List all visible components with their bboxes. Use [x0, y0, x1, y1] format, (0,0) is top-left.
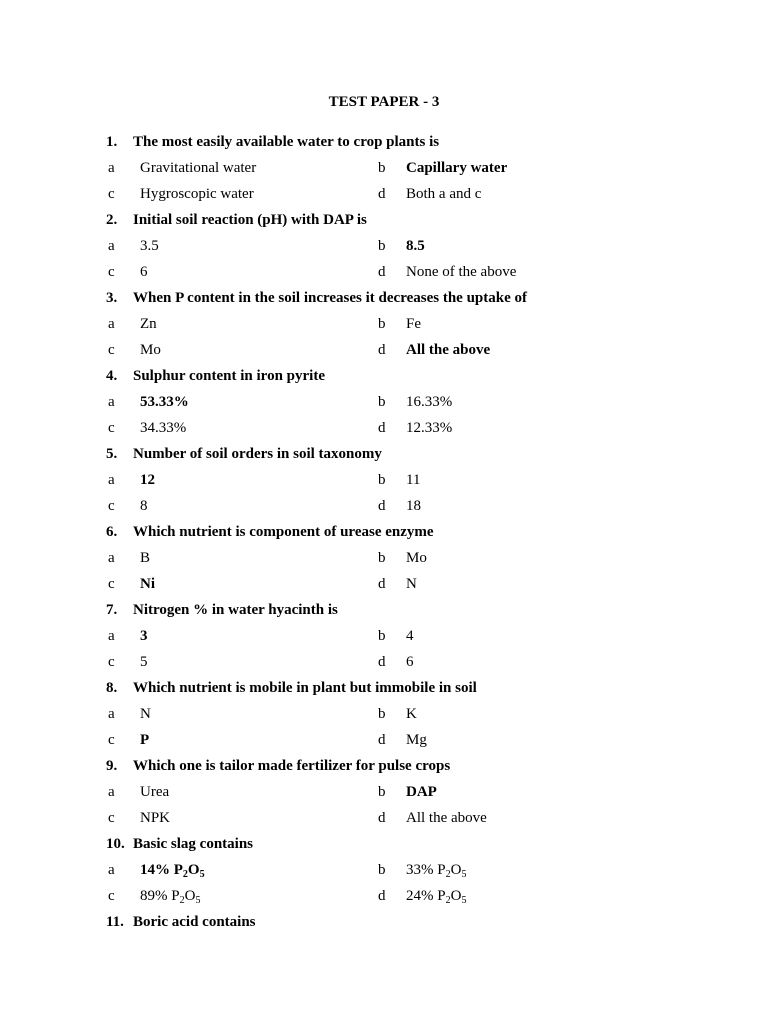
option-formula-subscript: 2 — [445, 869, 451, 880]
question-text: Nitrogen % in water hyacinth is — [133, 602, 338, 618]
option-label: c — [108, 888, 115, 904]
option-formula-text: O — [450, 888, 462, 904]
option-text: N — [140, 706, 151, 722]
option-label: d — [378, 576, 386, 592]
option-text: Urea — [140, 784, 170, 800]
option-formula-subscript: 5 — [461, 895, 467, 906]
option-text: 12.33% — [406, 420, 453, 436]
option-label: d — [378, 498, 386, 514]
option-formula-subscript: 5 — [195, 895, 201, 906]
question-row — [0, 133, 768, 151]
option-label: a — [108, 706, 115, 722]
option-text-correct: 53.33% — [140, 394, 189, 410]
option-formula-subscript: 5 — [461, 869, 467, 880]
option-label: b — [378, 238, 386, 254]
option-formula-subscript: 2 — [179, 895, 185, 906]
question-text: Which nutrient is mobile in plant but immobile in soil — [133, 680, 477, 696]
option-text-correct — [140, 861, 205, 879]
question-row — [0, 289, 768, 307]
option-formula-text: 24% P — [406, 888, 446, 904]
option-formula-text: 14% P — [140, 862, 183, 878]
option-row — [0, 263, 768, 281]
question-row — [0, 757, 768, 775]
question-row — [0, 913, 768, 931]
option-row — [0, 185, 768, 203]
option-label: b — [378, 394, 386, 410]
question-number: 6. — [106, 524, 118, 540]
option-row — [0, 393, 768, 411]
question-number: 1. — [106, 134, 118, 150]
question-text: Which nutrient is component of urease enzyme — [133, 524, 434, 540]
option-text: 6 — [406, 654, 414, 670]
option-text: 18 — [406, 498, 421, 514]
option-text: 8 — [140, 498, 148, 514]
option-text: Both a and c — [406, 186, 482, 202]
option-label: d — [378, 654, 386, 670]
option-row — [0, 809, 768, 827]
option-label: d — [378, 888, 386, 904]
option-row — [0, 471, 768, 489]
option-text: 16.33% — [406, 394, 453, 410]
question-row — [0, 523, 768, 541]
option-label: b — [378, 550, 386, 566]
question-text: Which one is tailor made fertilizer for pulse crops — [133, 758, 451, 774]
option-row — [0, 497, 768, 515]
question-number: 10. — [106, 836, 125, 852]
option-row — [0, 861, 768, 879]
option-label: a — [108, 784, 115, 800]
question-text: Sulphur content in iron pyrite — [133, 368, 325, 384]
option-text: 4 — [406, 628, 414, 644]
option-formula-text: O — [184, 888, 196, 904]
option-text — [406, 861, 466, 879]
option-label: d — [378, 420, 386, 436]
option-text: 3.5 — [140, 238, 159, 254]
option-text: 6 — [140, 264, 148, 280]
question-row — [0, 211, 768, 229]
question-text: When P content in the soil increases it decreases the uptake of — [133, 290, 528, 306]
option-text-correct: All the above — [406, 342, 491, 358]
option-text-correct: Capillary water — [406, 160, 508, 176]
option-text-correct: 8.5 — [406, 238, 425, 254]
option-text-correct: 3 — [140, 628, 148, 644]
option-label: c — [108, 810, 115, 826]
option-row — [0, 237, 768, 255]
page-title: TEST PAPER - 3 — [328, 94, 440, 110]
option-label: a — [108, 160, 115, 176]
option-text-correct: Ni — [140, 576, 155, 592]
option-formula-subscript: 5 — [199, 869, 205, 880]
option-label: c — [108, 576, 115, 592]
option-row — [0, 419, 768, 437]
option-label: d — [378, 264, 386, 280]
question-number: 7. — [106, 602, 118, 618]
option-formula-subscript: 2 — [182, 869, 188, 880]
option-label: d — [378, 186, 386, 202]
option-text: N — [406, 576, 417, 592]
option-text: Mo — [406, 550, 427, 566]
option-label: d — [378, 810, 386, 826]
question-text: The most easily available water to crop plants is — [133, 134, 440, 150]
option-label: a — [108, 862, 115, 878]
question-number: 4. — [106, 368, 118, 384]
option-label: a — [108, 238, 115, 254]
question-row — [0, 601, 768, 619]
option-row — [0, 887, 768, 905]
option-text — [140, 887, 200, 905]
option-formula-text: 89% P — [140, 888, 180, 904]
option-text: Mo — [140, 342, 161, 358]
option-label: d — [378, 732, 386, 748]
option-label: b — [378, 316, 386, 332]
option-label: b — [378, 862, 386, 878]
option-text: 5 — [140, 654, 148, 670]
option-label: a — [108, 628, 115, 644]
question-text: Boric acid contains — [133, 914, 256, 930]
option-row — [0, 783, 768, 801]
option-label: b — [378, 160, 386, 176]
option-text: 11 — [406, 472, 421, 488]
option-label: b — [378, 784, 386, 800]
option-text: None of the above — [406, 264, 517, 280]
question-text: Number of soil orders in soil taxonomy — [133, 446, 382, 462]
option-text: Hygroscopic water — [140, 186, 254, 202]
option-label: a — [108, 550, 115, 566]
option-row — [0, 627, 768, 645]
option-formula-text: O — [187, 862, 200, 878]
option-text — [406, 887, 466, 905]
option-text: 34.33% — [140, 420, 187, 436]
option-row — [0, 315, 768, 333]
question-number: 8. — [106, 680, 118, 696]
option-text: NPK — [140, 810, 171, 826]
option-label: c — [108, 420, 115, 436]
option-row — [0, 341, 768, 359]
option-text-correct: DAP — [406, 784, 437, 800]
option-label: c — [108, 342, 115, 358]
option-text-correct: 12 — [140, 472, 155, 488]
option-text: B — [140, 550, 151, 566]
question-text: Initial soil reaction (pH) with DAP is — [133, 212, 367, 228]
option-text-correct: P — [140, 732, 150, 748]
option-label: c — [108, 186, 115, 202]
question-row — [0, 445, 768, 463]
option-text: Fe — [406, 316, 421, 332]
option-label: b — [378, 628, 386, 644]
question-text: Basic slag contains — [133, 836, 254, 852]
option-formula-subscript: 2 — [445, 895, 451, 906]
option-label: b — [378, 472, 386, 488]
question-row — [0, 367, 768, 385]
question-number: 2. — [106, 212, 118, 228]
option-row — [0, 159, 768, 177]
option-text: Gravitational water — [140, 160, 257, 176]
option-label: b — [378, 706, 386, 722]
question-number: 9. — [106, 758, 118, 774]
option-formula-text: O — [450, 862, 462, 878]
option-row — [0, 575, 768, 593]
option-text: K — [406, 706, 417, 722]
option-text: All the above — [406, 810, 487, 826]
option-label: a — [108, 316, 115, 332]
option-label: c — [108, 264, 115, 280]
question-number: 5. — [106, 446, 118, 462]
question-number: 3. — [106, 290, 118, 306]
option-row — [0, 705, 768, 723]
option-label: d — [378, 342, 386, 358]
option-text: Mg — [406, 732, 427, 748]
option-row — [0, 653, 768, 671]
option-label: a — [108, 394, 115, 410]
question-number: 11. — [106, 914, 124, 930]
option-label: a — [108, 472, 115, 488]
question-row — [0, 835, 768, 853]
option-row — [0, 731, 768, 749]
option-row — [0, 549, 768, 567]
question-row — [0, 679, 768, 697]
option-label: c — [108, 654, 115, 670]
option-text: Zn — [140, 316, 157, 332]
option-label: c — [108, 732, 115, 748]
option-label: c — [108, 498, 115, 514]
option-formula-text: 33% P — [406, 862, 446, 878]
